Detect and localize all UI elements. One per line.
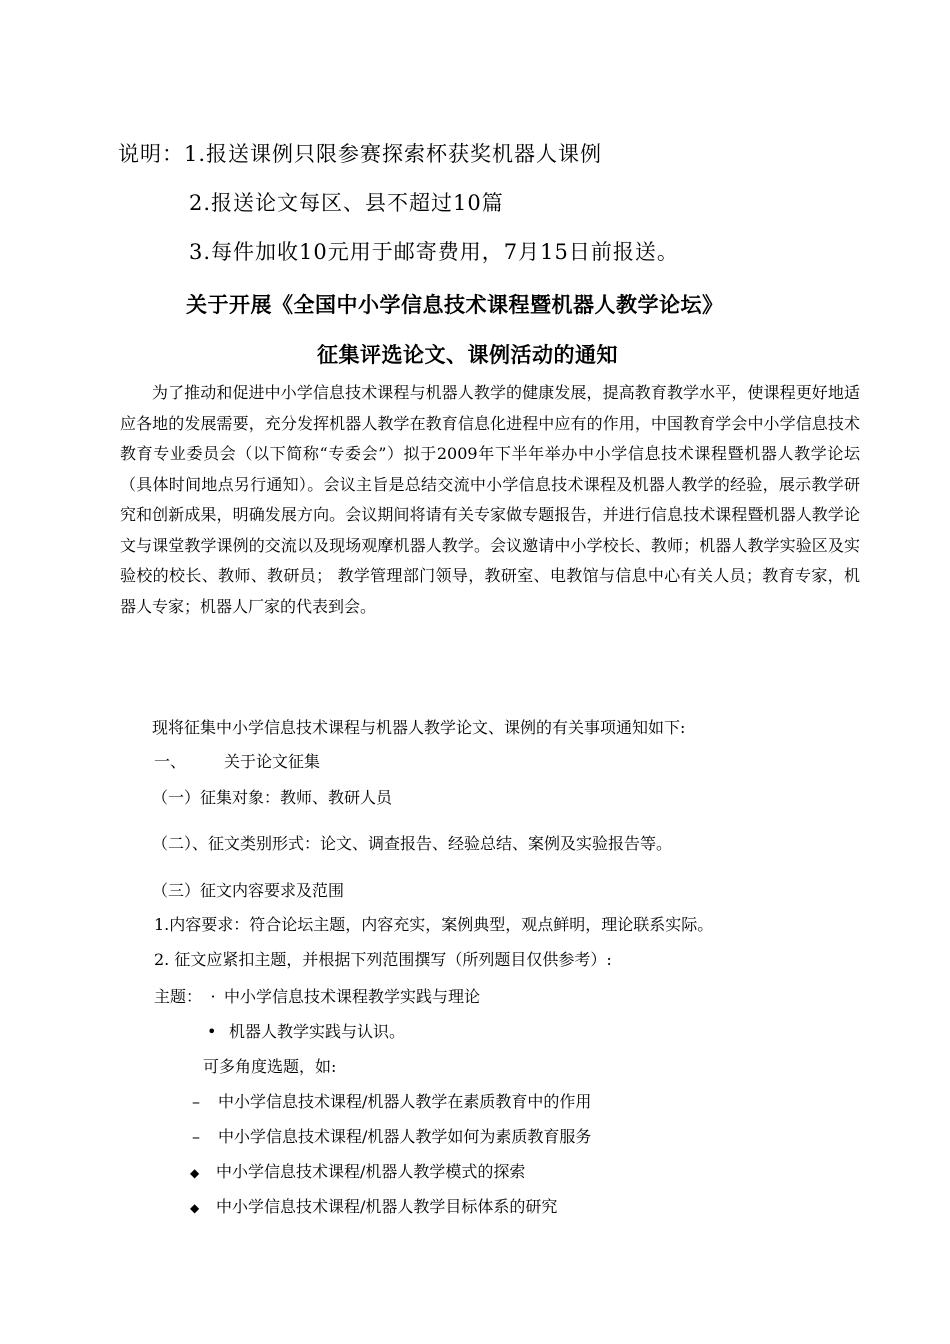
theme-1-marker: · (210, 987, 216, 1006)
intro-paragraph-text: 为了推动和促进中小学信息技术课程与机器人教学的健康发展，提高教育教学水平，使课程更好地适应各地的发展需要，充分发挥机器人教学在教育信息化进程中应有的作用，中国教育学会中小学信息技术教育专业委员会（以下简称“专委会”）拟于2009年下半年举办中小学信息技术课程暨机器人教学论坛（具体时间地点另行通知）。会议主旨是总结交流中小学信息技术课程及机器人教学的经验，展示教学研究和创新成果，明确发展方向。会议期间将请有关专家做专题报告，并进行信息技术课程暨机器人教学论文与课堂教学课例的交流以及现场观摩机器人教学。会议邀请中小学校长、教师；机器人教学实验区及实验校的校长、教师、教研员； 教学管理部门领导，教研室、电教馆与信息中心有关人员；教育专家，机器人专家；机器人厂家的代表到会。 (120, 383, 860, 616)
section-1-heading (154, 749, 320, 772)
topic-text: 中小学信息技术课程/机器人教学在素质教育中的作用 (218, 1092, 592, 1111)
theme-2-marker: • (207, 1022, 217, 1041)
item-2: （二）、征文类别形式：论文、调查报告、经验总结、案例及实验报告等。 (152, 834, 673, 853)
note-line-2: 2.报送论文每区、县不超过10篇 (189, 191, 504, 215)
requirement-1: 1.内容要求：符合论坛主题，内容充实，案例典型，观点鲜明，理论联系实际。 (154, 915, 714, 934)
topic-item (192, 1089, 591, 1112)
angles-intro: 可多角度选题，如: (203, 1057, 337, 1076)
notice-intro: 现将征集中小学信息技术课程与机器人教学论文、课例的有关事项通知如下: (152, 718, 686, 737)
dash-marker: – (192, 1127, 200, 1146)
note-line-3: 3.每件加收10元用于邮寄费用，7月15日前报送。 (189, 240, 679, 264)
intro-paragraph (120, 378, 860, 622)
theme-2-text: 机器人教学实践与认识。 (229, 1022, 406, 1041)
topic-item (190, 1159, 525, 1182)
note-line-1: 说明：1.报送课例只限参赛探索杯获奖机器人课例 (118, 142, 603, 166)
theme-line-2 (207, 1019, 405, 1042)
topic-text: 中小学信息技术课程/机器人教学如何为素质教育服务 (218, 1127, 592, 1146)
document-title-line-2: 征集评选论文、课例活动的通知 (317, 342, 618, 367)
topic-item (190, 1194, 557, 1217)
theme-1-text: 中小学信息技术课程教学实践与理论 (224, 987, 481, 1006)
theme-label: 主题： (154, 987, 203, 1006)
section-1-number: 一、 (154, 752, 187, 771)
topic-item (192, 1124, 591, 1147)
document-title-line-1: 关于开展《全国中小学信息技术课程暨机器人教学论坛》 (186, 292, 724, 317)
topic-text: 中小学信息技术课程/机器人教学目标体系的研究 (216, 1197, 558, 1216)
item-3: （三）征文内容要求及范围 (152, 881, 345, 900)
item-1: （一）征集对象：教师、教研人员 (152, 788, 393, 807)
diamond-bullet-icon: ◆ (190, 1201, 200, 1215)
requirement-2: 2. 征文应紧扣主题，并根据下列范围撰写（所列题目仅供参考）: (154, 950, 612, 969)
theme-line-1 (154, 984, 480, 1007)
diamond-bullet-icon: ◆ (190, 1166, 200, 1180)
topic-text: 中小学信息技术课程/机器人教学模式的探索 (216, 1162, 526, 1181)
dash-marker: – (192, 1092, 200, 1111)
section-1-title: 关于论文征集 (224, 752, 321, 771)
